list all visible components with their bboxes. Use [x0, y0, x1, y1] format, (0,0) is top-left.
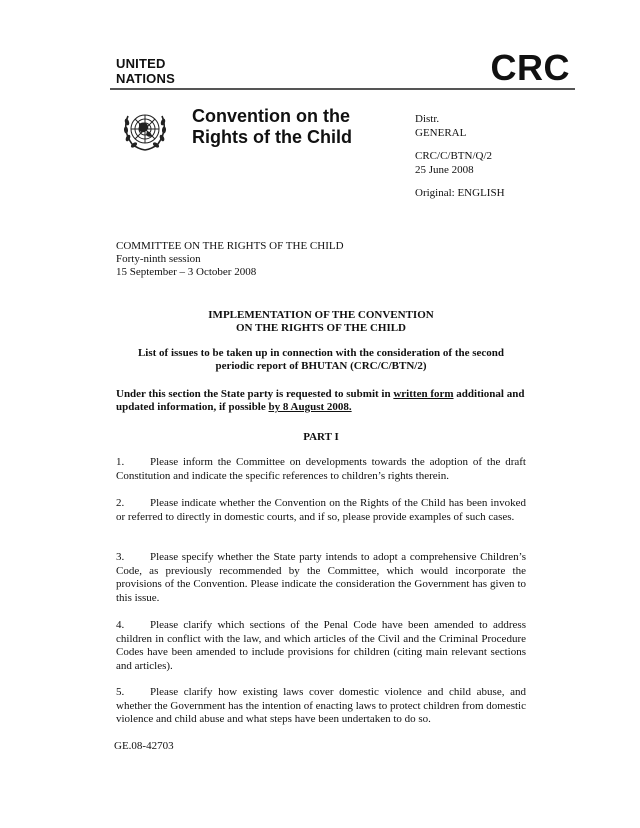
paragraph-text: Please inform the Committee on developments towards the adoption of the draft Constitution and indicate the specific references to children’s rights therein.	[116, 456, 526, 482]
committee-info	[116, 240, 344, 279]
paragraph-number: 1.	[116, 456, 125, 468]
paragraph-2	[116, 497, 526, 524]
distribution-label: Distr.	[415, 113, 440, 125]
subtitle	[116, 347, 526, 373]
paragraph-number: 5.	[116, 686, 125, 698]
org-line-1: UNITED	[116, 56, 166, 71]
session-dates: 15 September – 3 October 2008	[116, 266, 257, 278]
main-title-line-1: IMPLEMENTATION OF THE CONVENTION	[208, 309, 434, 321]
subtitle-line-2: periodic report of BHUTAN (CRC/C/BTN/2)	[215, 360, 427, 372]
header-divider	[110, 88, 575, 90]
main-title	[116, 309, 526, 335]
paragraph-1	[116, 456, 526, 483]
paragraph-text: Please indicate whether the Convention on the Rights of the Child has been invoked or referred to directly in domestic courts, and if so, please provide examples of such cases.	[116, 497, 526, 523]
paragraph-3	[116, 551, 526, 605]
paragraph-number: 2.	[116, 497, 125, 509]
document-symbol: CRC/C/BTN/Q/2	[415, 150, 493, 162]
distribution-value: GENERAL	[415, 127, 467, 139]
request-deadline: by 8 August 2008.	[268, 401, 352, 413]
paragraph-number: 3.	[116, 551, 125, 563]
paragraph-text: Please specify whether the State party intends to adopt a comprehensive Children’s Code, as previously recommended by the Committee, which would incorporate the provisions of the Convention. Please indicate the consideration the Government has given to this issue.	[116, 551, 526, 604]
session-name: Forty-ninth session	[116, 253, 201, 265]
convention-title-line-2: Rights of the Child	[192, 127, 352, 147]
job-number: GE.08-42703	[114, 740, 174, 752]
request-text-1: Under this section the State party is requested to submit in	[116, 388, 394, 400]
paragraph-number: 4.	[116, 619, 125, 631]
subtitle-line-1: List of issues to be taken up in connection with the consideration of the second	[137, 347, 505, 359]
request-text-2: additional and updated information, if possible	[116, 388, 525, 413]
document-code: CRC	[490, 47, 570, 88]
part-heading: PART I	[303, 431, 339, 443]
convention-title	[192, 106, 352, 148]
paragraph-text: Please clarify how existing laws cover domestic violence and child abuse, and whether the Government has the intention of enacting laws to protect children from domestic violence and child abuse and what steps have been undertaken to do so.	[116, 686, 526, 725]
paragraph-5	[116, 686, 526, 727]
paragraph-4	[116, 619, 526, 673]
document-date: 25 June 2008	[415, 164, 474, 176]
committee-name: COMMITTEE ON THE RIGHTS OF THE CHILD	[116, 240, 344, 252]
un-emblem-icon	[117, 106, 173, 154]
original-language: Original: ENGLISH	[415, 187, 505, 199]
paragraph-text: Please clarify which sections of the Penal Code have been amended to address children in conflict with the law, and which articles of the Civil and the Criminal Procedure Codes have been amended to include provisions for children (citing main relevant sections and articles).	[116, 619, 526, 672]
convention-title-line-1: Convention on the	[192, 106, 350, 126]
org-line-2: NATIONS	[116, 71, 175, 86]
request-written-form: written form	[393, 388, 454, 400]
submission-request	[116, 388, 536, 414]
document-metadata	[415, 112, 505, 209]
main-title-line-2: ON THE RIGHTS OF THE CHILD	[235, 322, 407, 334]
org-name	[116, 56, 175, 86]
